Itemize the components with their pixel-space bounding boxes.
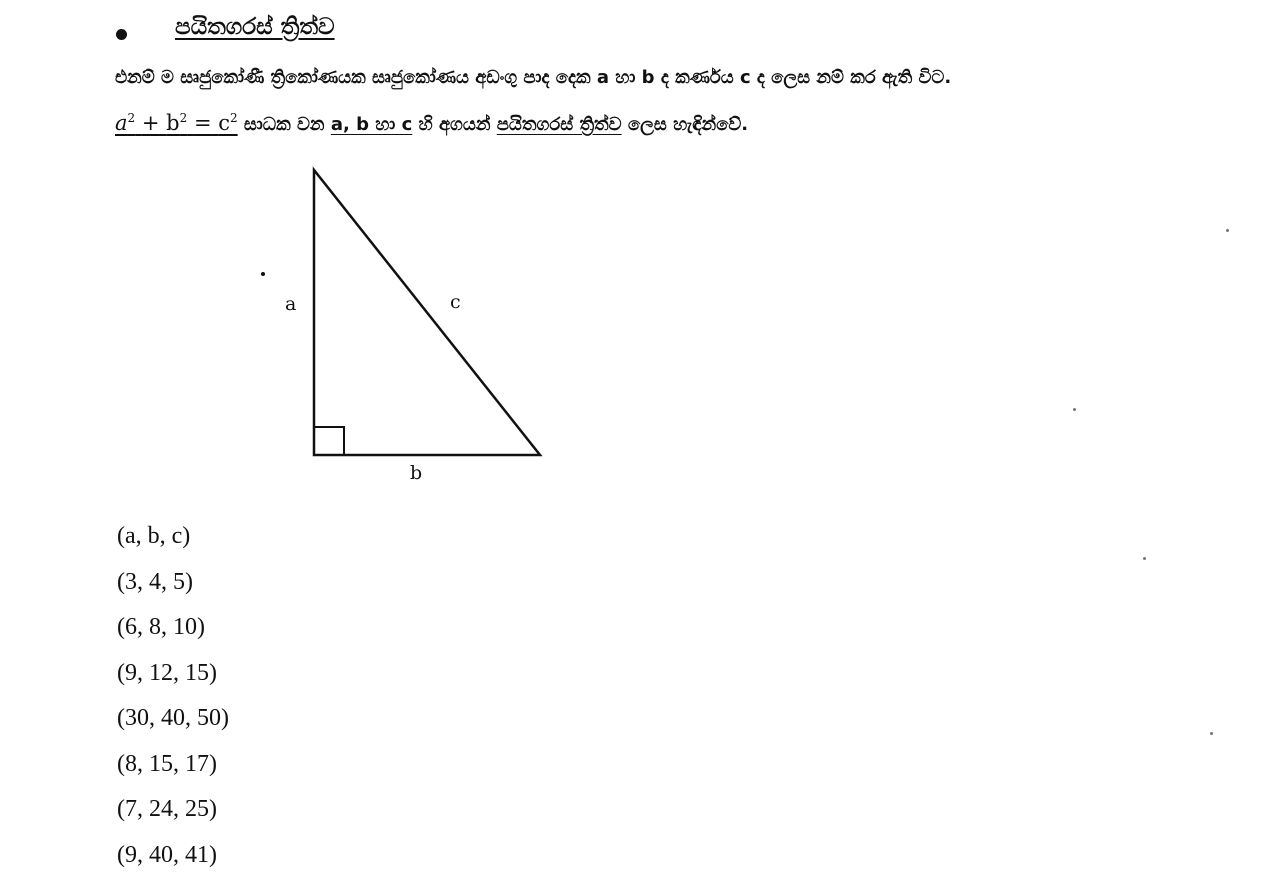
- eq-var-c: c: [218, 111, 230, 135]
- scan-speck: [1210, 732, 1213, 735]
- right-angle-marker: [314, 427, 344, 455]
- triple-item: (a, b, c): [117, 523, 191, 549]
- line2-term: පයිතගරස් ත්‍රිත්ව: [496, 114, 622, 135]
- definition-line-1: එනම් ම සෘජුකෝණී ත්‍රිකෝණයක සෘජුකෝණය අඩංගු පාද දෙක a හා b ද කර්ණය c ද ලෙස නම් කර ඇති විට.: [115, 67, 952, 88]
- line2-middle: හි අගයන්: [412, 114, 497, 135]
- eq-exp-a: 2: [127, 111, 136, 125]
- eq-exp-c: 2: [230, 111, 238, 125]
- triple-item: (8, 15, 17): [117, 750, 217, 777]
- triple-item: (3, 4, 5): [117, 568, 193, 595]
- side-label-c: c: [450, 291, 461, 313]
- eq-equals: =: [193, 111, 212, 135]
- triple-item: (9, 40, 41): [117, 841, 217, 868]
- triple-item: (6, 8, 10): [117, 614, 205, 640]
- line2-variables: a, b හා c: [330, 114, 413, 135]
- side-label-b: b: [410, 462, 423, 484]
- line2-end: ලෙස හැඳින්වේ.: [621, 114, 749, 135]
- pythagorean-triples-list: [117, 520, 229, 884]
- side-label-a: a: [285, 293, 297, 315]
- eq-var-a: a: [115, 111, 128, 135]
- triple-item: (7, 24, 25): [117, 796, 217, 822]
- scan-speck: [1226, 229, 1229, 232]
- scan-speck: [1073, 408, 1076, 411]
- triple-item: (9, 12, 15): [117, 659, 217, 686]
- line2-after-equation: සාධක වන: [237, 114, 331, 135]
- triangle: [314, 170, 540, 455]
- eq-exp-b: 2: [179, 111, 188, 125]
- eq-var-b: b: [166, 111, 180, 135]
- triple-item: (30, 40, 50): [117, 705, 229, 731]
- scan-speck: [1143, 557, 1146, 560]
- section-heading: පයිතගරස් ත්‍රිත්ව: [175, 14, 335, 40]
- eq-plus: +: [141, 111, 160, 135]
- stray-dot: [261, 272, 265, 276]
